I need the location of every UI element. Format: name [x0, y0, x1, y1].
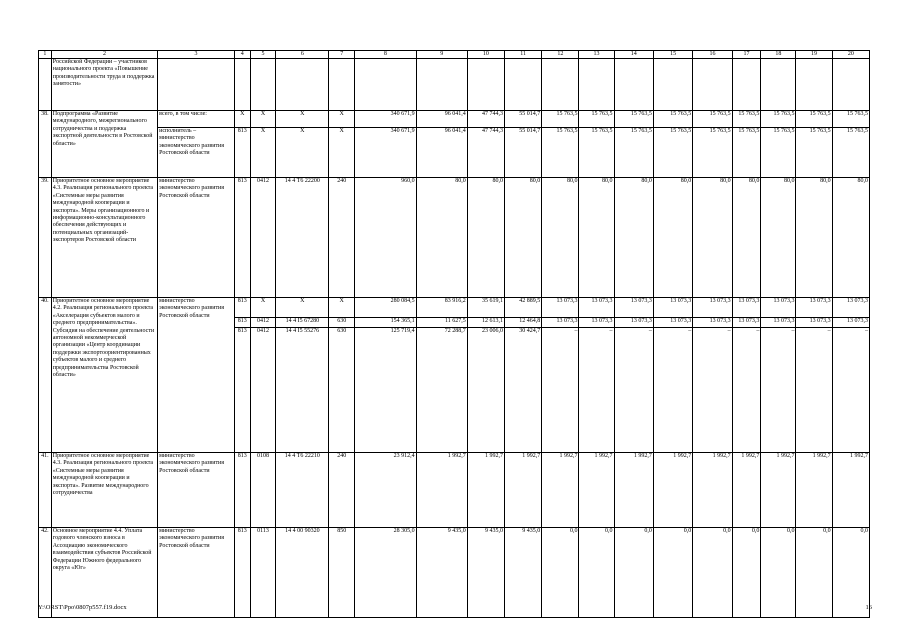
- cell-amount: 96 041,4: [416, 111, 467, 128]
- cell-amount: 15 763,5: [796, 128, 832, 178]
- cell-amount: 154 365,1: [354, 318, 416, 328]
- cell-amount: –: [542, 328, 579, 453]
- cell-amount: 15 763,5: [579, 128, 614, 178]
- cell-empty: [467, 59, 504, 111]
- column-header: 10: [467, 51, 504, 59]
- table-row: [39, 528, 870, 618]
- cell-amount: –: [796, 328, 832, 453]
- page-number: 16: [865, 604, 872, 611]
- cell-amount: 15 763,5: [832, 128, 869, 178]
- column-header: 5: [250, 51, 276, 59]
- cell-executor: министерство экономического развития Ростовской области: [158, 453, 235, 528]
- cell-amount: 0,0: [693, 528, 732, 618]
- cell-amount: 13 073,3: [761, 318, 796, 328]
- cell-amount: 80,0: [416, 178, 467, 298]
- cell-empty: [832, 59, 869, 111]
- cell-amount: 15 763,5: [614, 111, 653, 128]
- cell-amount: 12 464,8: [504, 318, 541, 328]
- column-header: 11: [504, 51, 541, 59]
- cell-amount: –: [614, 328, 653, 453]
- cell-amount: 80,0: [693, 178, 732, 298]
- cell-grbs: 813: [234, 453, 250, 528]
- cell-amount: 13 073,3: [653, 318, 692, 328]
- cell-amount: 1 992,7: [467, 453, 504, 528]
- table-row: [39, 178, 870, 298]
- cell-expense-type: 240: [329, 453, 355, 528]
- cell-amount: 13 073,3: [832, 318, 869, 328]
- cell-amount: 72 288,7: [416, 328, 467, 453]
- cell-expense-type: 240: [329, 178, 355, 298]
- cell-section: 0412: [250, 318, 276, 328]
- cell-amount: 15 763,5: [732, 128, 761, 178]
- cell-amount: 9 435,0: [467, 528, 504, 618]
- column-header: 8: [354, 51, 416, 59]
- cell-activity-name: Приоритетное основное мероприятие 4.2. Реализация регионального проекта «Акселерация субъектов малого и среднего предпринимательства». Субсидия на обеспечение деятельности автономной некоммерческой организации «Центр координации поддержки экспортоориентированных субъектов малого и среднего предпринимательства Ростовской области»: [51, 298, 157, 453]
- cell-amount: 15 763,5: [653, 128, 692, 178]
- cell-amount: 15 763,5: [542, 111, 579, 128]
- cell-activity-name: Подпрограмма «Развитие международного, межрегионального сотрудничества и поддержка экспортной деятельности в Ростовской области»: [51, 111, 157, 178]
- cell-executor: министерство экономического развития Ростовской области: [158, 528, 235, 618]
- cell-target-article: Х: [276, 298, 329, 318]
- cell-expense-type: 630: [329, 318, 355, 328]
- cell-target-article: 14 4 Т6 22210: [276, 453, 329, 528]
- cell-section: Х: [250, 298, 276, 318]
- column-header: 2: [51, 51, 157, 59]
- cell-section: 0108: [250, 453, 276, 528]
- cell-amount: 23 912,4: [354, 453, 416, 528]
- column-header: 6: [276, 51, 329, 59]
- cell-amount: –: [832, 328, 869, 453]
- cell-empty: [504, 59, 541, 111]
- cell-amount: 42 889,5: [504, 298, 541, 318]
- cell-expense-type: Х: [329, 111, 355, 128]
- table-row: [39, 453, 870, 528]
- cell-amount: 15 763,5: [542, 128, 579, 178]
- cell-amount: 1 992,7: [693, 453, 732, 528]
- column-header: 15: [653, 51, 692, 59]
- cell-grbs: 813: [234, 528, 250, 618]
- cell-amount: 13 073,3: [796, 318, 832, 328]
- cell-grbs: Х: [234, 111, 250, 128]
- table-body: [39, 59, 870, 618]
- cell-amount: 1 992,7: [832, 453, 869, 528]
- cell-amount: 0,0: [761, 528, 796, 618]
- cell-amount: 15 763,5: [796, 111, 832, 128]
- table-row: [39, 111, 870, 128]
- cell-amount: 1 992,7: [542, 453, 579, 528]
- cell-amount: 13 073,3: [732, 298, 761, 318]
- cell-empty: [761, 59, 796, 111]
- cell-amount: 80,0: [653, 178, 692, 298]
- cell-amount: –: [579, 328, 614, 453]
- cell-empty: [329, 59, 355, 111]
- cell-target-article: Х: [276, 128, 329, 178]
- cell-grbs: 813: [234, 318, 250, 328]
- cell-amount: 0,0: [614, 528, 653, 618]
- cell-amount: 960,0: [354, 178, 416, 298]
- cell-target-article: 14 4 I5 67280: [276, 318, 329, 328]
- cell-amount: 55 014,7: [504, 128, 541, 178]
- cell-grbs: 813: [234, 298, 250, 318]
- cell-expense-type: 850: [329, 528, 355, 618]
- cell-empty: [234, 59, 250, 111]
- cell-amount: 0,0: [732, 528, 761, 618]
- column-header: 3: [158, 51, 235, 59]
- column-header: 13: [579, 51, 614, 59]
- cell-section: 0113: [250, 528, 276, 618]
- cell-expense-type: Х: [329, 128, 355, 178]
- cell-amount: 13 073,3: [732, 318, 761, 328]
- cell-amount: 1 992,7: [653, 453, 692, 528]
- cell-grbs: 813: [234, 178, 250, 298]
- column-header: 17: [732, 51, 761, 59]
- cell-amount: 1 992,7: [732, 453, 761, 528]
- cell-amount: 30 424,7: [504, 328, 541, 453]
- cell-target-article: 14 4 I5 55276: [276, 328, 329, 453]
- cell-amount: 23 006,0: [467, 328, 504, 453]
- column-header: 18: [761, 51, 796, 59]
- cell-empty: [579, 59, 614, 111]
- table-header-row: [39, 51, 870, 59]
- cell-amount: 13 073,3: [796, 298, 832, 318]
- cell-amount: 340 671,9: [354, 111, 416, 128]
- cell-amount: 13 073,3: [614, 298, 653, 318]
- cell-amount: 47 744,3: [467, 128, 504, 178]
- cell-empty: [614, 59, 653, 111]
- column-header: 12: [542, 51, 579, 59]
- cell-amount: 80,0: [761, 178, 796, 298]
- cell-amount: 96 041,4: [416, 128, 467, 178]
- table-row: [39, 128, 870, 178]
- column-header: 7: [329, 51, 355, 59]
- cell-empty: [416, 59, 467, 111]
- cell-amount: 340 671,9: [354, 128, 416, 178]
- cell-amount: 1 992,7: [761, 453, 796, 528]
- cell-row-number: 39.: [39, 178, 52, 298]
- cell-amount: 80,0: [542, 178, 579, 298]
- cell-empty: [693, 59, 732, 111]
- cell-amount: 125 719,4: [354, 328, 416, 453]
- cell-amount: 15 763,5: [761, 128, 796, 178]
- cell-amount: 80,0: [579, 178, 614, 298]
- cell-empty: [250, 59, 276, 111]
- footer-file-path: Y:\ORST\Ppo\0807p557.f19.docx: [38, 604, 127, 611]
- cell-amount: 0,0: [653, 528, 692, 618]
- cell-section: Х: [250, 111, 276, 128]
- cell-amount: 1 992,7: [614, 453, 653, 528]
- cell-amount: 13 073,3: [542, 318, 579, 328]
- column-header: 14: [614, 51, 653, 59]
- cell-executor: исполнитель – министерство экономического развития Ростовской области: [158, 128, 235, 178]
- cell-amount: 28 305,0: [354, 528, 416, 618]
- column-header: 9: [416, 51, 467, 59]
- cell-amount: 0,0: [832, 528, 869, 618]
- cell-activity-name: Приоритетное основное мероприятие 4.3. Реализация регионального проекта «Системные меры развития международной кооперации и экспорта». Меры организационного и информационно-консультационного обеспечения действующих и потенциальных организаций-экспортеров Ростовской области: [51, 178, 157, 298]
- cell-empty: [276, 59, 329, 111]
- cell-empty: [158, 59, 235, 111]
- cell-amount: 15 763,5: [579, 111, 614, 128]
- cell-amount: 55 014,7: [504, 111, 541, 128]
- cell-grbs: 813: [234, 128, 250, 178]
- cell-target-article: Х: [276, 111, 329, 128]
- cell-amount: 80,0: [832, 178, 869, 298]
- cell-amount: 15 763,5: [761, 111, 796, 128]
- cell-amount: 13 073,3: [693, 318, 732, 328]
- cell-amount: 13 073,3: [832, 298, 869, 318]
- cell-amount: 0,0: [542, 528, 579, 618]
- cell-amount: 15 763,5: [732, 111, 761, 128]
- column-header: 19: [796, 51, 832, 59]
- column-header: 16: [693, 51, 732, 59]
- cell-amount: 13 073,3: [542, 298, 579, 318]
- cell-empty: [796, 59, 832, 111]
- cell-amount: 0,0: [796, 528, 832, 618]
- cell-activity-name: Приоритетное основное мероприятие 4.3. Реализация регионального проекта «Системные меры развития международной кооперации и экспорта». Развитие международного сотрудничества: [51, 453, 157, 528]
- cell-number: [39, 59, 52, 111]
- cell-section: 0412: [250, 178, 276, 298]
- column-header: 4: [234, 51, 250, 59]
- cell-amount: 12 613,1: [467, 318, 504, 328]
- cell-amount: 15 763,5: [693, 128, 732, 178]
- cell-amount: 13 073,3: [579, 318, 614, 328]
- budget-table: [38, 50, 870, 618]
- table-row-continuation: [39, 59, 870, 111]
- cell-amount: 80,0: [467, 178, 504, 298]
- cell-amount: –: [693, 328, 732, 453]
- cell-amount: 15 763,5: [832, 111, 869, 128]
- cell-amount: –: [653, 328, 692, 453]
- cell-empty: [354, 59, 416, 111]
- cell-amount: 1 992,7: [796, 453, 832, 528]
- cell-amount: 80,0: [732, 178, 761, 298]
- cell-amount: 9 435,0: [416, 528, 467, 618]
- cell-row-number: 40.: [39, 298, 52, 453]
- cell-amount: 13 073,3: [693, 298, 732, 318]
- cell-row-number: 41.: [39, 453, 52, 528]
- cell-amount: 15 763,5: [653, 111, 692, 128]
- cell-target-article: 14 4 Т6 22200: [276, 178, 329, 298]
- cell-empty: [732, 59, 761, 111]
- cell-amount: 13 073,3: [761, 298, 796, 318]
- cell-amount: 1 992,7: [579, 453, 614, 528]
- column-header: 20: [832, 51, 869, 59]
- cell-expense-type: 630: [329, 328, 355, 453]
- cell-target-article: 14 4 00 90320: [276, 528, 329, 618]
- cell-amount: 83 916,2: [416, 298, 467, 318]
- cell-amount: 15 763,5: [614, 128, 653, 178]
- cell-amount: –: [732, 328, 761, 453]
- table-row: [39, 298, 870, 318]
- cell-amount: 280 084,5: [354, 298, 416, 318]
- cell-activity-name: Основное мероприятие 4.4. Уплата годового членского взноса в Ассоциацию экономического взаимодействия субъектов Российской Федерации Южного федерального округа «Юг»: [51, 528, 157, 618]
- cell-amount: 1 992,7: [504, 453, 541, 528]
- cell-amount: 11 627,5: [416, 318, 467, 328]
- cell-amount: 13 073,3: [614, 318, 653, 328]
- cell-section: 0412: [250, 328, 276, 453]
- cell-expense-type: Х: [329, 298, 355, 318]
- cell-executor: всего, в том числе:: [158, 111, 235, 128]
- cell-amount: 13 073,3: [653, 298, 692, 318]
- cell-amount: 47 744,3: [467, 111, 504, 128]
- cell-row-number: 38.: [39, 111, 52, 178]
- cell-amount: 80,0: [796, 178, 832, 298]
- cell-executor: министерство экономического развития Ростовской области: [158, 178, 235, 298]
- cell-section: Х: [250, 128, 276, 178]
- cell-amount: 0,0: [579, 528, 614, 618]
- cell-executor: министерство экономического развития Ростовской области: [158, 298, 235, 453]
- cell-amount: 35 619,1: [467, 298, 504, 318]
- cell-empty: [542, 59, 579, 111]
- cell-amount: –: [761, 328, 796, 453]
- cell-row-number: 42.: [39, 528, 52, 618]
- cell-empty: [653, 59, 692, 111]
- cell-amount: 9 435,0: [504, 528, 541, 618]
- cell-amount: 80,0: [614, 178, 653, 298]
- cell-amount: 80,0: [504, 178, 541, 298]
- cell-grbs: 813: [234, 328, 250, 453]
- cell-amount: 15 763,5: [693, 111, 732, 128]
- cell-continuation-text: Российской Федерации – участников национального проекта «Повышение производительности труда и поддержка занятости»: [51, 59, 157, 111]
- cell-amount: 13 073,3: [579, 298, 614, 318]
- cell-amount: 1 992,7: [416, 453, 467, 528]
- column-header: 1: [39, 51, 52, 59]
